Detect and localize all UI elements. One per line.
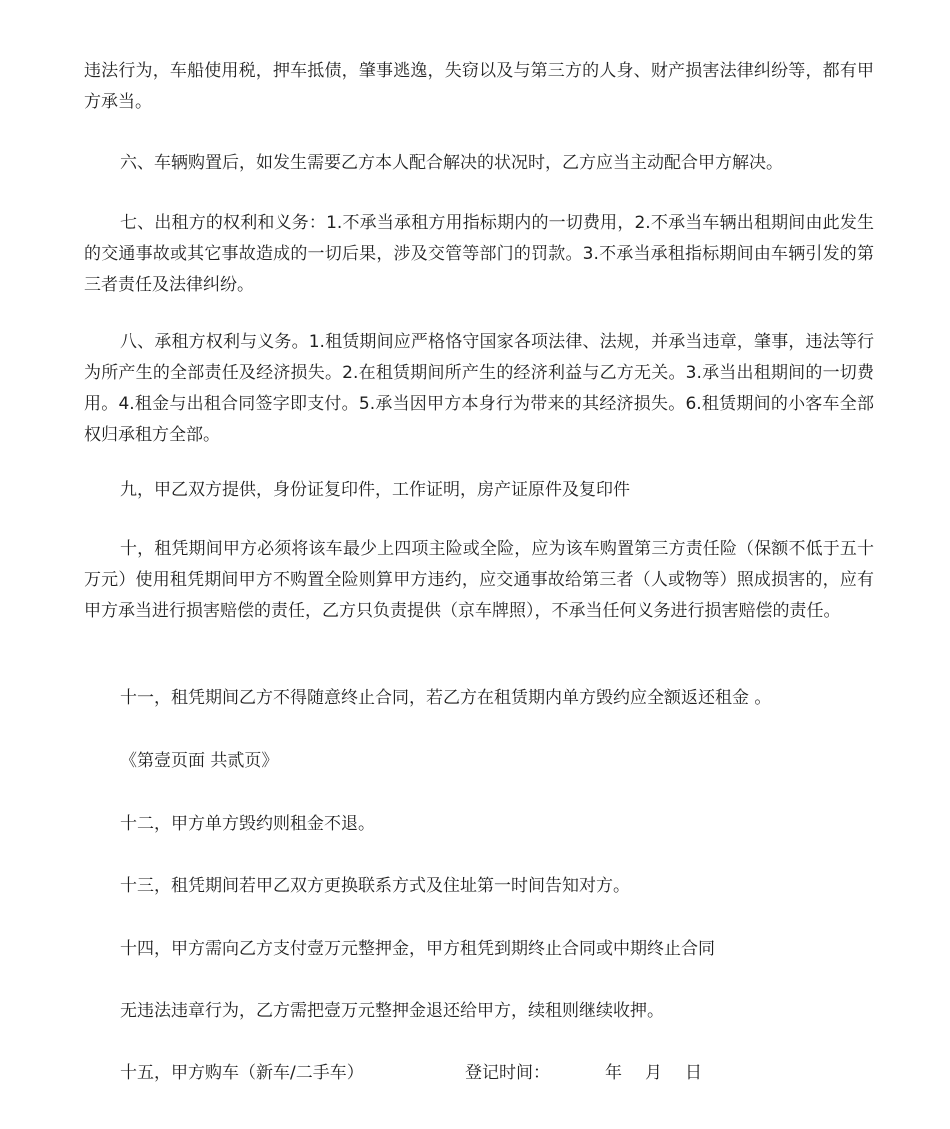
paragraph-item-9: 九，甲乙双方提供，身份证复印件，工作证明，房产证原件及复印件	[120, 480, 630, 500]
paragraph-item-14: 十四，甲方需向乙方支付壹万元整押金，甲方租凭到期终止合同或中期终止合同	[120, 939, 715, 959]
paragraph-item-13: 十三，租凭期间若甲乙双方更换联系方式及住址第一时间告知对方。	[120, 876, 630, 896]
paragraph-item-8: 八、承租方权利与义务。1.租赁期间应严格恪守国家各项法律、法规，并承当违章，肇事，违法等行为所产生的全部责任及经济损失。2.在租赁期间所产生的经济利益与乙方无关。3.承当出租期间的一切费用。4.租金与出租合同签字即支付。5.承当因甲方本身行为带来的其经济损失。6.租赁期间的小客车全部权归承租方全部。	[84, 332, 874, 445]
paragraph-item-10: 十，租凭期间甲方必须将该车最少上四项主险或全险，应为该车购置第三方责任险（保额不低于五十万元）使用租凭期间甲方不购置全险则算甲方违约，应交通事故给第三者（人或物等）照成损害的，应有甲方承当进行损害赔偿的责任，乙方只负责提供（京车牌照），不承当任何义务进行损害赔偿的责任。	[84, 539, 874, 621]
paragraph-item-12: 十二，甲方单方毁约则租金不退。	[120, 814, 375, 834]
paragraph-item-6: 六、车辆购置后，如发生需要乙方本人配合解决的状况时，乙方应当主动配合甲方解决。	[120, 153, 783, 173]
day-label: 日	[685, 1063, 702, 1083]
paragraph-item-11: 十一，租凭期间乙方不得随意终止合同，若乙方在租赁期内单方毁约应全额返还租金 。	[120, 688, 772, 708]
item-15-label: 十五，甲方购车（新车/二手车）	[120, 1063, 364, 1083]
paragraph-item-14-continuation: 无违法违章行为，乙方需把壹万元整押金退还给甲方，续租则继续收押。	[120, 1001, 664, 1021]
paragraph-continuation: 违法行为，车船使用税，押车抵债，肇事逃逸，失窃以及与第三方的人身、财产损害法律纠纷等，都有甲方承当。	[84, 61, 874, 112]
paragraph-item-7: 七、出租方的权利和义务：1.不承当承租方用指标期内的一切费用，2.不承当车辆出租期间由此发生的交通事故或其它事故造成的一切后果，涉及交管等部门的罚款。3.不承当承租指标期间由车辆引发的第三者责任及法律纠纷。	[84, 213, 875, 295]
year-label: 年	[605, 1063, 622, 1083]
month-label: 月	[645, 1063, 662, 1083]
registration-time-label: 登记时间：	[465, 1063, 550, 1083]
page-marker: 《第壹页面 共贰页》	[120, 751, 279, 771]
